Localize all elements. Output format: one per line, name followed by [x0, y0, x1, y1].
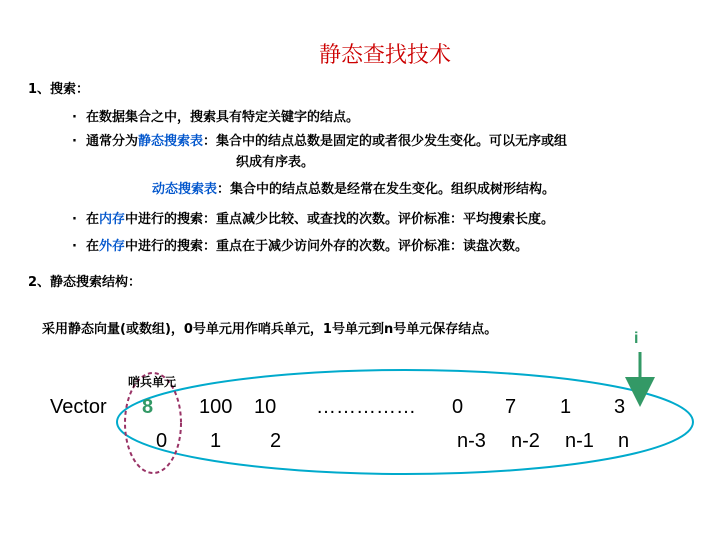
index-2: 2	[270, 430, 282, 452]
array-ellipse	[117, 370, 693, 474]
bullet-mark: ·	[72, 110, 77, 125]
bullet-mark: ·	[72, 134, 77, 149]
value-cell-n-1: 1	[560, 396, 572, 418]
term-internal-memory: 内存	[99, 212, 126, 227]
bullet-text-post: ：集合中的结点总数是固定的或者很少发生变化。可以无序或组	[203, 134, 568, 149]
dynamic-text: ：集合中的结点总数是经常在发生变化。组织成树形结构。	[217, 182, 556, 197]
bullet-text-pre: 在	[86, 239, 100, 254]
value-cell-n: 3	[614, 396, 626, 418]
index-1: 1	[210, 430, 222, 452]
index-0: 0	[156, 430, 168, 452]
value-cell-n-3: 0	[452, 396, 464, 418]
bullet-text: 在数据集合之中，搜索具有特定关键字的结点。	[86, 110, 360, 125]
value-cell-n-2: 7	[505, 396, 517, 418]
bullet-mark: ·	[72, 239, 77, 254]
bullet-mark: ·	[72, 212, 77, 227]
index-n: n	[618, 430, 630, 452]
bullet-static-table-cont: 织成有序表。	[236, 155, 315, 170]
value-cell-1: 100	[199, 396, 233, 418]
vector-label: Vector	[50, 396, 107, 418]
section1-heading: 1、搜索：	[28, 82, 90, 97]
value-cell-2: 10	[254, 396, 277, 418]
index-n-1: n-1	[565, 430, 594, 452]
bullet-text-pre: 通常分为	[86, 134, 139, 149]
bullet-text-post: 中进行的搜索：重点在于减少访问外存的次数。评价标准：读盘次数。	[125, 239, 529, 254]
term-external-memory: 外存	[99, 239, 126, 254]
index-n-2: n-2	[511, 430, 540, 452]
structure-description: 采用静态向量(或数组)，0号单元用作哨兵单元，1号单元到n号单元保存结点。	[42, 322, 498, 337]
page-title: 静态查找技术	[318, 43, 451, 68]
pointer-i-label: i	[634, 330, 639, 347]
section2-heading: 2、静态搜索结构：	[28, 275, 142, 290]
value-ellipsis: ……………	[316, 396, 416, 418]
index-n-3: n-3	[457, 430, 486, 452]
bullet-text-post: 中进行的搜索：重点减少比较、或查找的次数。评价标准：平均搜索长度。	[125, 212, 555, 227]
bullet-text-pre: 在	[86, 212, 100, 227]
value-cell-0: 8	[142, 396, 154, 418]
term-dynamic-table: 动态搜索表	[152, 182, 218, 197]
sentinel-label: 哨兵单元	[128, 375, 177, 389]
term-static-table: 静态搜索表	[138, 134, 204, 149]
